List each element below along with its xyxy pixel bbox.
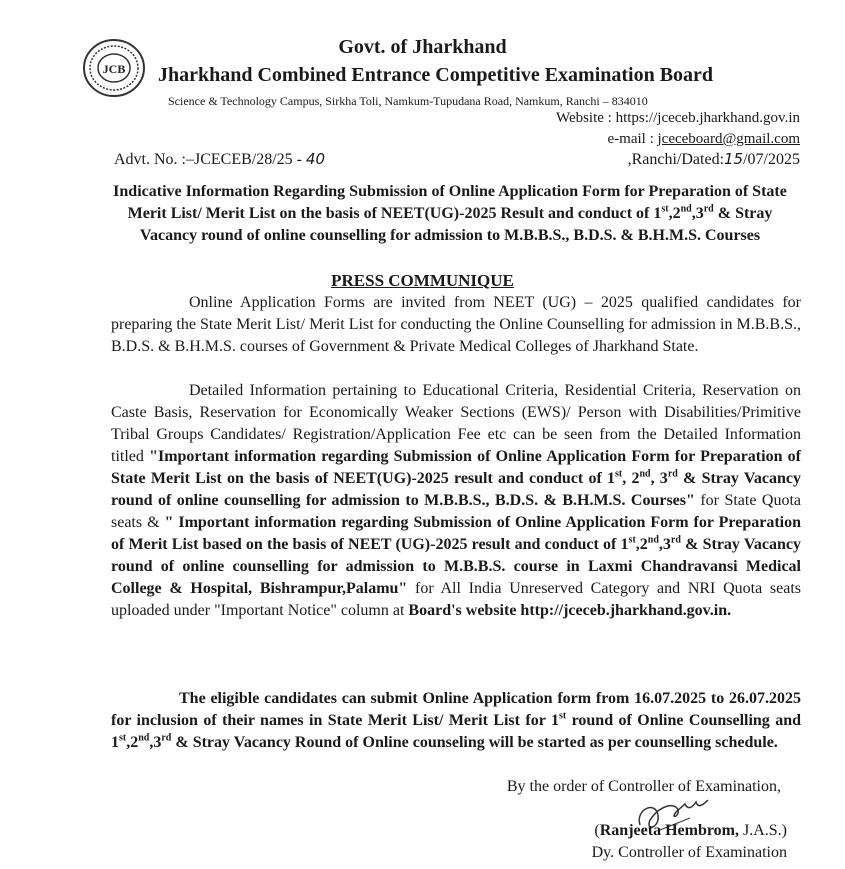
board-website-link[interactable]: Board's website http://jceceb.jharkhand.gov.in.	[408, 602, 732, 619]
dated-handwritten-day: 15	[724, 150, 744, 168]
advt-label: Advt. No. :–JCECEB/28/25 -	[114, 151, 307, 168]
dated-label: ,Ranchi/Dated:	[627, 151, 725, 168]
email-label: e-mail :	[607, 131, 658, 147]
board-name: Jharkhand Combined Entrance Competitive Examination Board	[158, 64, 714, 86]
email-line	[608, 131, 800, 148]
paragraph-1: Online Application Forms are invited from NEET (UG) – 2025 qualified candidates for preparing the State Merit List/ Merit List for conducting the Online Counselling for admission in M.B.B.S., B.D.S. & B.H.M.S. courses of Government & Private Medical Colleges of Jharkhand State.	[111, 294, 801, 355]
website-line[interactable]: Website : https://jceceb.jharkhand.gov.in	[555, 110, 800, 126]
govt-title: Govt. of Jharkhand	[338, 36, 507, 58]
board-address: Science & Technology Campus, Sirkha Toli, Namkum-Tupudana Road, Namkum, Ranchi – 834010	[168, 94, 648, 108]
dated-month-year: /07/2025	[743, 151, 800, 168]
paragraph-3: The eligible candidates can submit Online Application form from 16.07.2025 to 26.07.2025 for inclusion of their names in State Merit List/ Merit List for 1st round of Online Counselling and 1st,2nd,3rd & Stray Vacancy Round of Online counseling will be started as per counselling schedule.	[111, 690, 802, 751]
advt-number	[114, 150, 325, 169]
paragraph-2: Detailed Information pertaining to Educational Criteria, Residential Criteria, Reservation on Caste Basis, Reservation for Economically Weaker Sections (EWS)/ Person with Disabilities/Primitive Tribal Groups Candidates/ Registration/Application Fee etc can be seen from the Detailed Information titled "Important information regarding Submission of Online Application Form for Preparation of State Merit List on the basis of NEET(UG)-2025 result and conduct of 1st, 2nd, 3rd & Stray Vacancy round of online counselling for admission to M.B.B.S., B.D.S. & B.H.M.S. Courses" for State Quota seats & " Important information regarding Submission of Online Application Form for Preparation of Merit List based on the basis of NEET (UG)-2025 result and conduct of 1st,2nd,3rd & Stray Vacancy round of online counselling for admission to M.B.B.S. course in Laxmi Chandravansi Medical College & Hospital, Bishrampur,Palamu" for All India Unreserved Category and NRI Quota seats uploaded under "Important Notice" column at Board's website http://jceceb.jharkhand.gov.in.	[111, 382, 802, 619]
order-line: By the order of Controller of Examination,	[506, 778, 781, 795]
seal-text: JCB	[102, 62, 126, 76]
press-communique-title: PRESS COMMUNIQUE	[331, 271, 514, 290]
notice-heading: Indicative Information Regarding Submission of Online Application Form for Preparation of State Merit List/ Merit List on the basis of NEET(UG)-2025 Result and conduct of 1st,2nd,3rd & Stray Vacancy round of online counselling for admission to M.B.B.S., B.D.S. & B.H.M.S. Courses	[113, 183, 787, 244]
signatory-designation: Dy. Controller of Examination	[591, 844, 787, 861]
email-link[interactable]: jceceboard@gmail.com	[657, 131, 800, 147]
dated-line	[628, 150, 800, 169]
advt-handwritten-number: 40	[306, 150, 326, 168]
signatory-name: (Ranjeeta Hembrom, J.A.S.)	[594, 822, 787, 839]
